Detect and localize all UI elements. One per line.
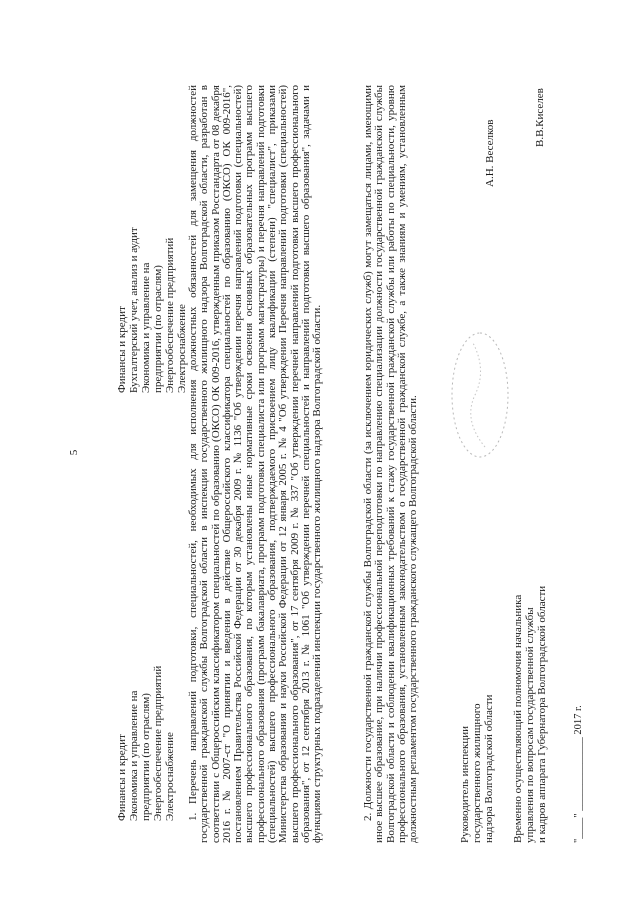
specialty-item: Электроснабжение — [164, 732, 176, 821]
specialty-item: Экономика и управление на — [128, 690, 140, 821]
specialty-list-right — [116, 227, 188, 393]
specialty-item: Экономика и управление на — [140, 262, 152, 393]
signature-2-name: В.В.Киселев — [534, 88, 546, 147]
signature-block-1-title: Руководитель инспекции государственного жилищного надзора Волгоградской области — [459, 694, 495, 843]
date-line: "____" ______________ 2017 г. — [573, 705, 584, 843]
specialty-list-left — [116, 666, 176, 821]
specialty-item: Бухгалтерский учет, анализ и аудит — [128, 227, 140, 393]
specialty-item: Финансы и кредит — [116, 734, 128, 821]
signature-block-2-title: Временно осуществляющий полномочия начальника управления по вопросам государственной службы и кадров аппарата Губернатора Волгоградской области — [512, 585, 548, 843]
page-number: 5 — [68, 449, 80, 456]
paragraph-1: 1. Перечень направлений подготовки, специальностей, необходимых для исполнения должностных обязанностей для замещения должностей государственной гражданской службы Волгоградской области в инспекции государственного жилищного надзора Волгоградской области, разработан в соответствии с Общероссийским классификатором специальностей по образованию (ОКСО) ОК 009-2016, утвержденным приказом Росстандарта от 08 декабря 2016 г. № 2007-ст "О принятии и введении в действие Общероссийского классификатора специальностей по образованию (ОКСО) ОК 009-2016", постановлением Правительства Российской Федерации от 30 декабря 2009 г. № 1136 "Об утверждении перечня направлений подготовки (специальностей) высшего профессионального образования, по которым установлены иные нормативные сроки освоения основных образовательных программ высшего профессионального образования (программ бакалавриата, программ подготовки специалиста или программ магистратуры) и перечня направлений подготовки (специальностей) высшего профессионального образования, подтверждаемого присвоением лицу квалификации (степени) "специалист", приказами Министерства образования и науки Российской Федерации от 12 января 2005 г. № 4 "Об утверждении Перечня направлений подготовки (специальностей) высшего профессионального образования", от 17 сентября 2009 г. № 337 "Об утверждении перечней направлений подготовки высшего профессионального образования", от 12 сентября 2013 г. № 1061 "Об утверждении перечней специальностей и направлений подготовки высшего образования", задачами и функциями структурных подразделений инспекции государственного жилищного надзора Волгоградской области. — [187, 85, 324, 843]
specialty-item: Электроснабжение — [176, 304, 188, 393]
signature-1-name: А.Н. Веселков — [484, 119, 496, 187]
paragraph-2: 2. Должности государственной гражданской службы Волгоградской области (за исключением юридических служб) могут замещаться лицами, имеющими иное высшее образование, при наличии профессиональной переподготовки по направлению специализации должности государственной гражданской службы Волгоградской области и соблюдении квалификационных требований к стажу государственной гражданской службы или работы по специальности, уровню профессионального образования, установленным законодательством о государственной гражданской службе, а также знаниям и умениям, установленным должностным регламентом государственного гражданского служащего Волгоградской области. — [362, 85, 420, 843]
specialty-item: предприятии (по отраслям) — [152, 265, 164, 393]
specialty-item: предприятии (по отраслям) — [140, 693, 152, 821]
specialty-item: Энергообеспечение предприятий — [152, 665, 164, 821]
specialty-item: Финансы и кредит — [116, 306, 128, 393]
faint-stamp-mark — [445, 325, 515, 465]
specialty-item: Энергообеспечение предприятий — [164, 237, 176, 393]
